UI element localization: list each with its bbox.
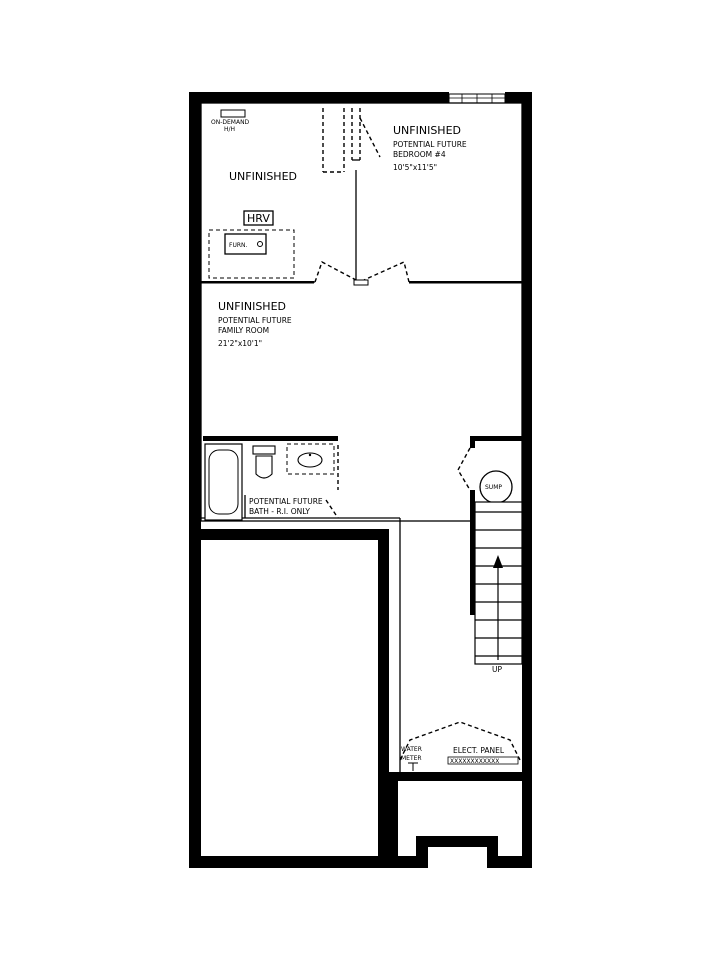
label-up: UP — [492, 665, 503, 674]
label-family-sub: POTENTIAL FUTURE — [218, 316, 292, 325]
label-ondemand-2: H/H — [224, 126, 236, 133]
label-elect-panel-x: XXXXXXXXXXXX — [450, 758, 500, 765]
label-furnace: FURN. — [229, 242, 248, 249]
label-bedroom-dim: 10'5"x11'5" — [393, 163, 438, 172]
label-bedroom-title: UNFINISHED — [393, 124, 461, 137]
label-water-meter-2: METER — [401, 755, 422, 762]
bathtub — [205, 444, 242, 520]
label-family-name: FAMILY ROOM — [218, 326, 270, 335]
label-family-title: UNFINISHED — [218, 300, 286, 313]
label-bath-2: BATH - R.I. ONLY — [249, 507, 310, 516]
window — [449, 94, 505, 103]
label-hrv: HRV — [247, 212, 270, 225]
label-water-meter-1: WATER — [401, 746, 422, 753]
label-bedroom-sub: POTENTIAL FUTURE — [393, 140, 467, 149]
label-unfinished-top: UNFINISHED — [229, 170, 297, 183]
label-sump: SUMP — [485, 484, 502, 491]
toilet — [253, 446, 275, 478]
label-bedroom-name: BEDROOM #4 — [393, 150, 446, 159]
watermark: ELGIN REALTY LIMITED, Brokerage — [241, 894, 479, 910]
duct-chase — [323, 108, 380, 172]
water-heater — [221, 110, 245, 117]
label-elect-panel: ELECT. PANEL — [453, 746, 505, 755]
label-bath-1: POTENTIAL FUTURE — [249, 497, 323, 506]
vanity-sink — [287, 444, 334, 474]
label-ondemand-1: ON-DEMAND — [211, 119, 250, 126]
interior-walls — [201, 103, 522, 772]
water-meter — [408, 763, 418, 771]
label-family-dim: 21'2"x10'1" — [218, 339, 263, 348]
